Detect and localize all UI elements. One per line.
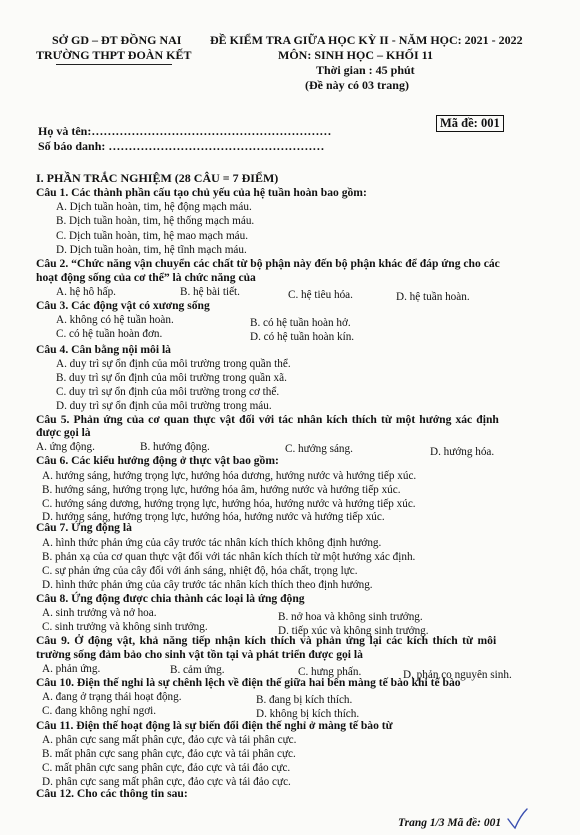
q5-option-b: B. hướng động. [140, 441, 210, 453]
question-6: Câu 6. Các kiểu hướng động ở thực vật bao gồm: [36, 454, 279, 467]
question-5-line-1: Câu 5. Phản ứng của cơ quan thực vật đối với tác nhân kích thích từ một hướng xác định [36, 413, 499, 426]
q6-option-d: D. hướng sáng, hướng trọng lực, hướng hóa, hướng nước và hướng tiếp xúc. [42, 511, 385, 523]
q3-option-a: A. không có hệ tuần hoàn. [56, 314, 174, 326]
page-count: (Đề này có 03 trang) [305, 78, 409, 92]
q11-option-d: D. phân cực sang mất phân cực, đảo cực và tái đảo cực. [42, 776, 291, 788]
student-id-field: Số báo danh: ……………………………………………… [38, 139, 325, 153]
q2-option-b: B. hệ bài tiết. [180, 286, 240, 298]
q2-option-a: A. hệ hô hấp. [56, 286, 116, 298]
q5-option-a: A. ứng động. [36, 441, 95, 453]
q1-option-a: A. Dịch tuần hoàn, tim, hệ động mạch máu. [56, 201, 252, 213]
question-7: Câu 7. Ứng động là [36, 521, 132, 534]
question-9-line-1: Câu 9. Ở động vật, khả năng tiếp nhận kích thích và phản ứng lại các kích thích từ môi [36, 634, 497, 647]
question-10: Câu 10. Điện thế nghỉ là sự chênh lệch về điện thế giữa hai bên màng tế bào khi tế bào [36, 676, 461, 689]
question-1: Câu 1. Các thành phần cấu tạo chủ yếu của hệ tuần hoàn bao gồm: [36, 186, 367, 199]
q4-option-d: D. duy trì sự ổn định của môi trường trong máu. [56, 400, 272, 412]
q11-option-a: A. phân cực sang mất phân cực, đảo cực và tái phân cực. [42, 734, 297, 746]
q10-option-b: B. đang bị kích thích. [256, 694, 353, 706]
q4-option-a: A. duy trì sự ổn định của môi trường trong quần thể. [56, 358, 291, 370]
q3-option-c: C. có hệ tuần hoàn đơn. [56, 328, 163, 340]
q2-option-c: C. hệ tiêu hóa. [288, 289, 353, 301]
q7-option-c: C. sự phản ứng của cây đối với ánh sáng, nhiệt độ, hóa chất, trọng lực. [42, 565, 358, 577]
q1-option-c: C. Dịch tuần hoàn, tim, hệ mao mạch máu. [56, 230, 249, 242]
q9-option-b: B. cảm ứng. [170, 664, 225, 676]
q3-option-b: B. có hệ tuần hoàn hở. [250, 317, 351, 329]
q9-option-c: C. hưng phấn. [298, 666, 362, 678]
school-underline [56, 64, 172, 65]
department-name: SỞ GD – ĐT ĐỒNG NAI [52, 33, 182, 47]
q10-option-a: A. đang ở trạng thái hoạt động. [42, 691, 182, 703]
handwritten-tick-icon [505, 808, 529, 830]
q4-option-b: B. duy trì sự ổn định của môi trường trong quần xã. [56, 372, 287, 384]
page-footer: Trang 1/3 Mã đề: 001 [398, 817, 502, 829]
q7-option-d: D. hình thức phản ứng của cây trước tác nhân kích thích theo định hướng. [42, 579, 373, 591]
q8-option-b: B. nở hoa và không sinh trưởng. [278, 611, 423, 623]
q11-option-c: C. mất phân cực sang phân cực, đảo cực và tái đảo cực. [42, 762, 291, 774]
q1-option-b: B. Dịch tuần hoàn, tim, hệ thống mạch máu. [56, 215, 255, 227]
q5-option-c: C. hướng sáng. [285, 443, 353, 455]
exam-code: Mã đề: 001 [436, 115, 504, 132]
q7-option-a: A. hình thức phản ứng của cây trước tác nhân kích thích không định hướng. [42, 537, 382, 549]
question-12: Câu 12. Cho các thông tin sau: [36, 787, 188, 800]
q10-option-c: C. đang không nghỉ ngơi. [42, 705, 157, 717]
exam-title: ĐỀ KIỂM TRA GIỮA HỌC KỲ II - NĂM HỌC: 2021 - 2022 [210, 33, 523, 47]
q2-option-d: D. hệ tuần hoàn. [396, 291, 470, 303]
q3-option-d: D. có hệ tuần hoàn kín. [250, 331, 355, 343]
q6-option-a: A. hướng sáng, hướng trọng lực, hướng hóa dương, hướng nước và hướng tiếp xúc. [42, 470, 417, 482]
q11-option-b: B. mất phân cực sang phân cực, đảo cực và tái phân cực. [42, 748, 296, 760]
subject-line: MÔN: SINH HỌC – KHỐI 11 [278, 48, 434, 62]
question-2-line-1: Câu 2. “Chức năng vận chuyển các chất từ bộ phận này đến bộ phận khác để đáp ứng cho các [36, 257, 500, 270]
question-4: Câu 4. Cân bằng nội môi là [36, 343, 171, 356]
q10-option-d: D. không bị kích thích. [256, 708, 360, 720]
q8-option-c: C. sinh trưởng và không sinh trưởng. [42, 621, 208, 633]
school-name: TRƯỜNG THPT ĐOÀN KẾT [36, 48, 192, 62]
q6-option-c: C. hướng sáng dương, hướng trọng lực, hướng hóa, hướng nước và hướng tiếp xúc. [42, 498, 416, 510]
q6-option-b: B. hướng sáng, hướng trọng lực, hướng hóa âm, hướng nước và hướng tiếp xúc. [42, 484, 401, 496]
q1-option-d: D. Dịch tuần hoàn, tim, hệ tĩnh mạch máu. [56, 244, 247, 256]
question-9-line-2: trường sống đảm bảo cho sinh vật tồn tại và phát triển được gọi là [36, 648, 363, 661]
question-5-line-2: được gọi là [36, 426, 91, 439]
q7-option-b: B. phản xạ của cơ quan thực vật đối với tác nhân kích thích từ một hướng xác định. [42, 551, 416, 563]
q4-option-c: C. duy trì sự ổn định của môi trường trong cơ thể. [56, 386, 280, 398]
q8-option-d: D. tiếp xúc và không sinh trưởng. [278, 625, 429, 637]
q9-option-d: D. phản co nguyên sinh. [403, 669, 512, 681]
question-3: Câu 3. Các động vật có xương sống [36, 299, 210, 312]
exam-time: Thời gian : 45 phút [316, 63, 415, 77]
student-name-field: Họ và tên:…………………………………………………… [38, 124, 332, 138]
q5-option-d: D. hướng hóa. [430, 446, 495, 458]
question-2-line-2: hoạt động sống của cơ thể” là chức năng của [36, 271, 256, 284]
section-title: I. PHẦN TRẮC NGHIỆM (28 CÂU = 7 ĐIỂM) [36, 171, 279, 185]
question-11: Câu 11. Điện thế hoạt động là sự biến đổi điện thế nghỉ ở màng tế bào từ [36, 719, 393, 732]
question-8: Câu 8. Ứng động được chia thành các loại là ứng động [36, 592, 305, 605]
q8-option-a: A. sinh trưởng và nở hoa. [42, 607, 157, 619]
q9-option-a: A. phản ứng. [42, 663, 101, 675]
